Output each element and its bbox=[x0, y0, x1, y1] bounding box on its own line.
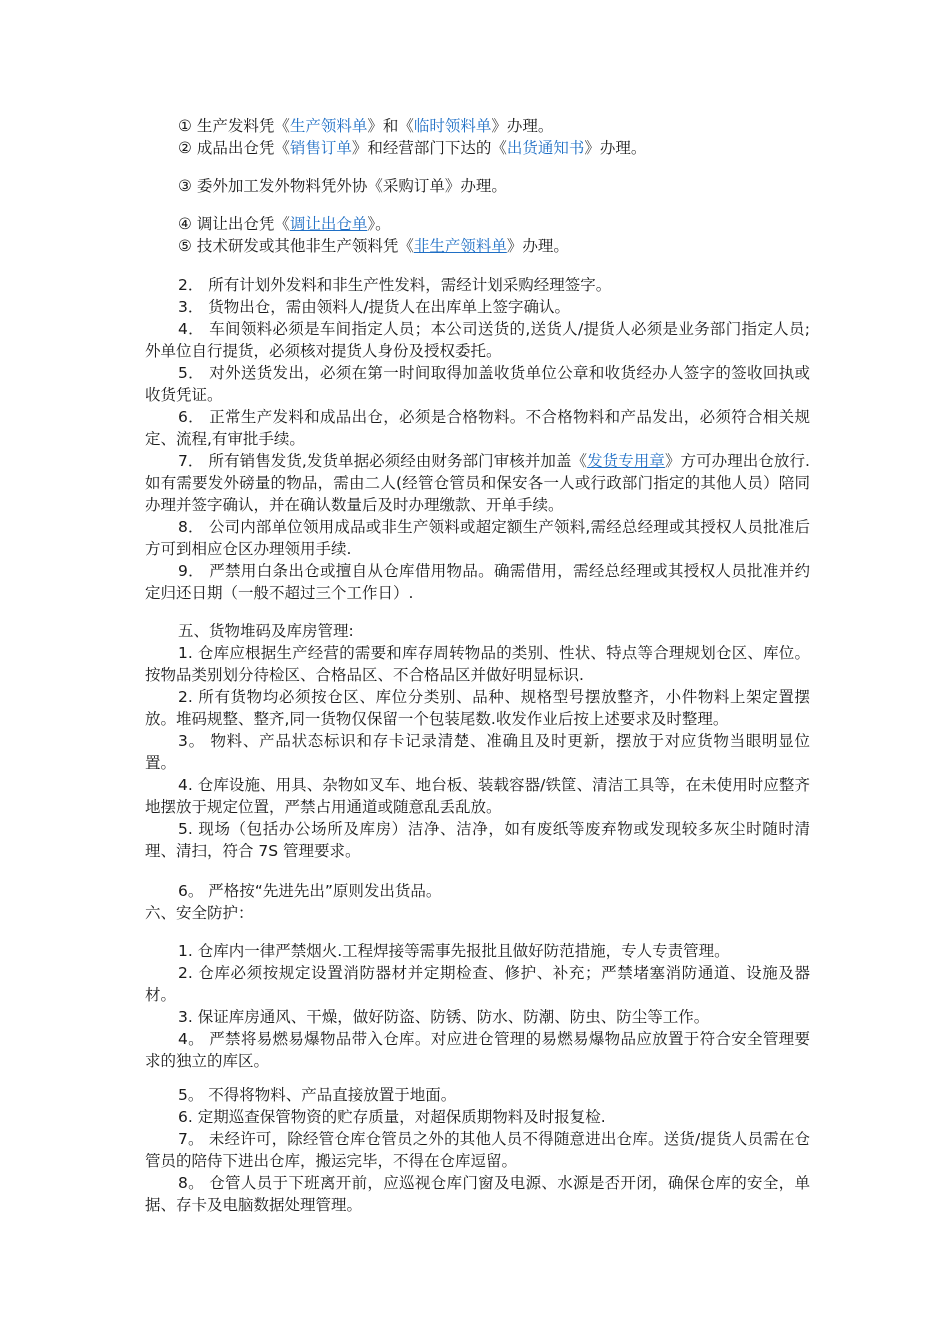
paragraph: 1. 仓库内一律严禁烟火.工程焊接等需事先报批且做好防范措施，专人专责管理。 bbox=[178, 942, 730, 960]
list-item-text: ⑤ 技术研发或其他非生产领料凭《 bbox=[178, 237, 414, 255]
paragraph: 6。 严格按“先进先出”原则发出货品。 bbox=[178, 882, 442, 900]
doc-link[interactable]: 临时领料单 bbox=[413, 117, 492, 135]
paragraph: 6． 正常生产发料和成品出仓，必须是合格物料。不合格物料和产品发出，必须符合相关规定、流程,有审批手续。 bbox=[145, 408, 810, 448]
list-item bbox=[178, 115, 553, 137]
doc-link[interactable]: 非生产领料单 bbox=[413, 237, 507, 255]
paragraph-text: 7． 所有销售发货,发货单据必须经由财务部门审核并加盖《 bbox=[178, 452, 588, 470]
list-item-text: 》办理。 bbox=[584, 139, 647, 157]
list-item-text: ② 成品出仓凭《 bbox=[178, 139, 290, 157]
doc-link[interactable]: 发货专用章 bbox=[587, 452, 665, 470]
paragraph-text: 》方可办理出仓放行.如有需要发外磅量的物品，需由二人(经管仓管员和保安各一人或行政部门指定的其他人员）陪同办理并签字确认，并在确认数量后及时办理缴款、开单手续。 bbox=[145, 452, 810, 514]
paragraph: 5. 现场（包括办公场所及库房）洁净、洁净，如有废纸等废弃物或发现较多灰尘时随时清理、清扫，符合 7S 管理要求。 bbox=[145, 820, 810, 860]
paragraph: 3. 保证库房通风、干燥，做好防盗、防锈、防水、防潮、防虫、防尘等工作。 bbox=[178, 1008, 710, 1026]
paragraph: 5。 不得将物料、产品直接放置于地面。 bbox=[178, 1086, 457, 1104]
paragraph: 8． 公司内部单位领用成品或非生产领料或超定额生产领料,需经总经理或其授权人员批准后方可到相应仓区办理领用手续. bbox=[145, 518, 810, 558]
list-item bbox=[178, 175, 507, 197]
paragraph: 4。 严禁将易燃易爆物品带入仓库。对应进仓管理的易燃易爆物品应放置于符合安全管理要求的独立的库区。 bbox=[145, 1030, 810, 1070]
paragraph: 1. 仓库应根据生产经营的需要和库存周转物品的类别、性状、特点等合理规划仓区、库位。按物品类别划分待检区、合格品区、不合格品区并做好明显标识. bbox=[145, 644, 810, 684]
paragraph: 9． 严禁用白条出仓或擅自从仓库借用物品。确需借用，需经总经理或其授权人员批准并约定归还日期（一般不超过三个工作日）. bbox=[145, 562, 810, 602]
paragraph: 7。 未经许可，除经管仓库仓管员之外的其他人员不得随意进出仓库。送货/提货人员需在仓管员的陪侍下进出仓库，搬运完毕，不得在仓库逗留。 bbox=[145, 1130, 810, 1170]
doc-link[interactable]: 出货通知书 bbox=[506, 139, 585, 157]
list-item bbox=[178, 235, 569, 257]
list-item bbox=[178, 213, 391, 235]
doc-link[interactable]: 生产领料单 bbox=[289, 117, 368, 135]
section-heading: 六、安全防护： bbox=[145, 904, 254, 922]
paragraph bbox=[145, 450, 810, 516]
list-item-text: ④ 调让出仓凭《 bbox=[178, 215, 290, 233]
paragraph: 6. 定期巡查保管物资的贮存质量，对超保质期物料及时报复检. bbox=[178, 1108, 606, 1126]
doc-link[interactable]: 调让出仓单 bbox=[289, 215, 368, 233]
paragraph: 2． 所有计划外发料和非生产性发料，需经计划采购经理签字。 bbox=[178, 276, 612, 294]
list-item-text: ③ 委外加工发外物料凭外协《采购订单》办理。 bbox=[178, 177, 507, 195]
list-item-text: 》和《 bbox=[367, 117, 414, 135]
paragraph: 8。 仓管人员于下班离开前，应巡视仓库门窗及电源、水源是否开闭，确保仓库的安全，单据、存卡及电脑数据处理管理。 bbox=[145, 1174, 810, 1214]
list-item-text: ① 生产发料凭《 bbox=[178, 117, 290, 135]
list-item-text: 》和经营部门下达的《 bbox=[351, 139, 507, 157]
paragraph: 3． 货物出仓，需由领料人/提货人在出库单上签字确认。 bbox=[178, 298, 571, 316]
doc-link[interactable]: 销售订单 bbox=[289, 139, 352, 157]
section-heading: 五、货物堆码及库房管理: bbox=[178, 622, 354, 640]
list-item-text: 》办理。 bbox=[491, 117, 554, 135]
list-item-text: 》。 bbox=[367, 215, 391, 233]
paragraph: 4. 仓库设施、用具、杂物如叉车、地台板、装载容器/铁筐、清洁工具等，在未使用时应整齐地摆放于规定位置，严禁占用通道或随意乱丢乱放。 bbox=[145, 776, 810, 816]
list-item bbox=[178, 137, 646, 159]
paragraph: 4． 车间领料必须是车间指定人员；本公司送货的,送货人/提货人必须是业务部门指定人员;外单位自行提货，必须核对提货人身份及授权委托。 bbox=[145, 320, 810, 360]
paragraph: 2. 仓库必须按规定设置消防器材并定期检查、修护、补充；严禁堵塞消防通道、设施及器材。 bbox=[145, 964, 810, 1004]
paragraph: 3。 物料、产品状态标识和存卡记录清楚、准确且及时更新，摆放于对应货物当眼明显位置。 bbox=[145, 732, 810, 772]
paragraph: 2. 所有货物均必须按仓区、库位分类别、品种、规格型号摆放整齐，小件物料上架定置摆放。堆码规整、整齐,同一货物仅保留一个包装尾数.收发作业后按上述要求及时整理。 bbox=[145, 688, 810, 728]
paragraph: 5． 对外送货发出，必须在第一时间取得加盖收货单位公章和收货经办人签字的签收回执或收货凭证。 bbox=[145, 364, 810, 404]
list-item-text: 》办理。 bbox=[506, 237, 569, 255]
